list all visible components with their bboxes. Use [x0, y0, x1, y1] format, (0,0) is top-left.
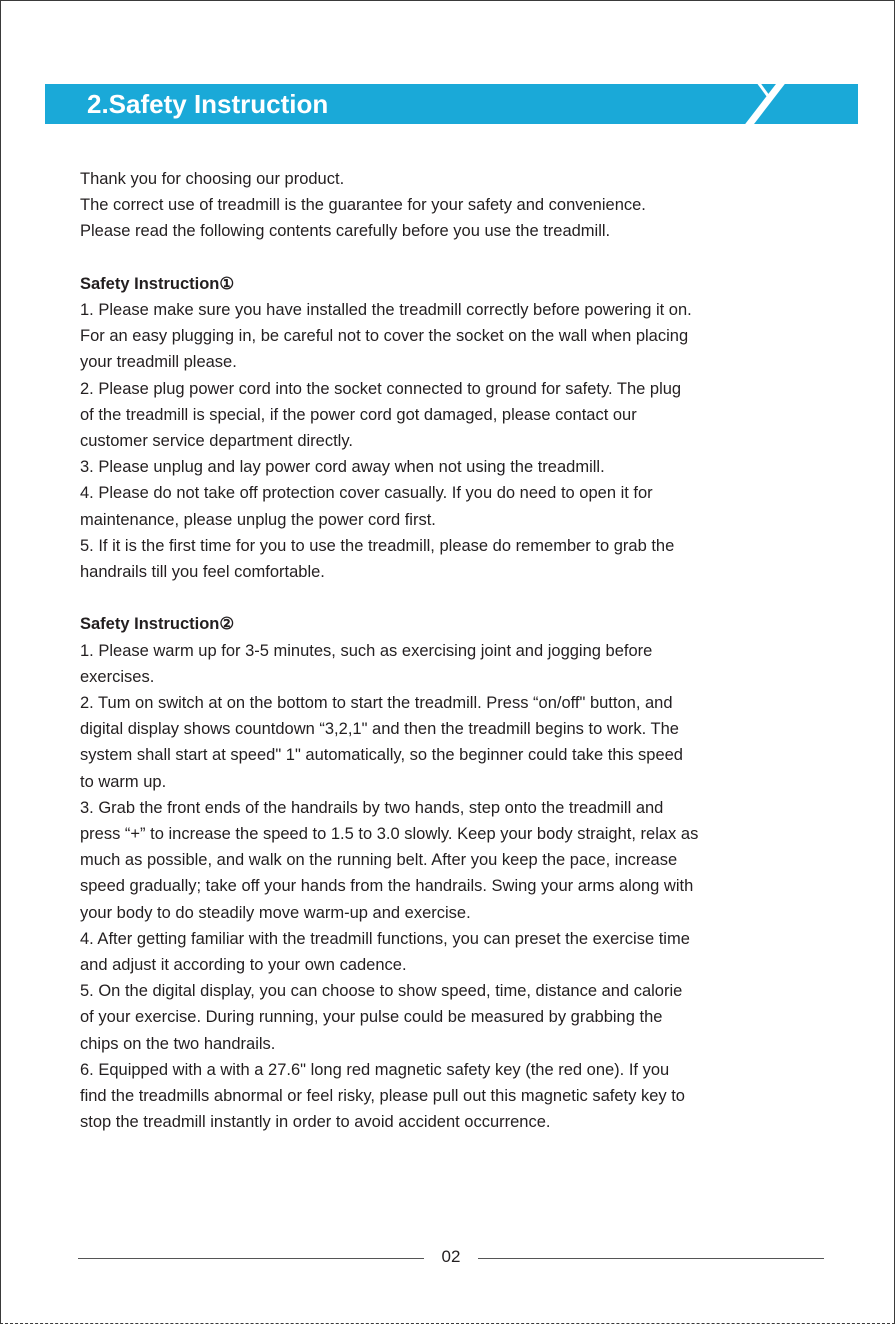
section-2-line: 4. After getting familiar with the treadmill functions, you can preset the exercise time: [80, 929, 690, 948]
section-1-line: 3. Please unplug and lay power cord away when not using the treadmill.: [80, 458, 605, 477]
footer-divider-left: [78, 1258, 424, 1259]
x-mark-icon: [695, 84, 795, 124]
section-2-line: 2. Tum on switch at on the bottom to start the treadmill. Press “on/off" button, and: [80, 694, 673, 713]
safety-section-2: [80, 611, 840, 1135]
section-2-line: find the treadmills abnormal or feel risky, please pull out this magnetic safety key to: [80, 1087, 685, 1106]
section-title: 2.Safety Instruction: [87, 89, 329, 119]
section-header-bar: [45, 84, 858, 124]
section-2-line: of your exercise. During running, your pulse could be measured by grabbing the: [80, 1008, 663, 1027]
section-2-line: 6. Equipped with a with a 27.6" long red magnetic safety key (the red one). If you: [80, 1060, 670, 1079]
section-1-line: handrails till you feel comfortable.: [80, 563, 325, 582]
section-2-line: 1. Please warm up for 3-5 minutes, such as exercising joint and jogging before: [80, 641, 653, 660]
section-2-line: and adjust it according to your own cadence.: [80, 956, 407, 975]
section-1-line: of the treadmill is special, if the power cord got damaged, please contact our: [80, 405, 637, 424]
intro-paragraph: [80, 166, 840, 245]
section-2-line: speed gradually; take off your hands from the handrails. Swing your arms along with: [80, 877, 694, 896]
section-2-line: stop the treadmill instantly in order to avoid accident occurrence.: [80, 1113, 551, 1132]
intro-line: Please read the following contents carefully before you use the treadmill.: [80, 222, 611, 241]
section-2-line: your body to do steadily move warm-up and exercise.: [80, 903, 471, 922]
section-2-line: 5. On the digital display, you can choose to show speed, time, distance and calorie: [80, 982, 683, 1001]
section-2-line: press “+” to increase the speed to 1.5 to 3.0 slowly. Keep your body straight, relax as: [80, 825, 699, 844]
section-1-line: 2. Please plug power cord into the socket connected to ground for safety. The plug: [80, 379, 682, 398]
section-1-line: customer service department directly.: [80, 432, 353, 451]
safety-section-1: [80, 271, 840, 585]
page-number: 02: [441, 1247, 461, 1266]
section-2-line: to warm up.: [80, 772, 167, 791]
section-2-heading: Safety Instruction②: [80, 615, 235, 634]
section-1-line: your treadmill please.: [80, 353, 237, 372]
section-2-line: digital display shows countdown “3,2,1" and then the treadmill begins to work. The: [80, 720, 679, 739]
section-1-line: For an easy plugging in, be careful not to cover the socket on the wall when placing: [80, 327, 689, 346]
intro-line: Thank you for choosing our product.: [80, 170, 345, 188]
section-2-line: system shall start at speed" 1" automatically, so the beginner could take this speed: [80, 746, 683, 765]
section-1-line: 1. Please make sure you have installed the treadmill correctly before powering it on.: [80, 301, 692, 319]
footer-divider-right: [478, 1258, 824, 1259]
document-body: [80, 166, 840, 1135]
section-1-line: 5. If it is the first time for you to use the treadmill, please do remember to grab the: [80, 536, 675, 555]
section-2-line: chips on the two handrails.: [80, 1034, 276, 1053]
intro-line: The correct use of treadmill is the guarantee for your safety and convenience.: [80, 196, 646, 215]
section-2-line: 3. Grab the front ends of the handrails by two hands, step onto the treadmill and: [80, 798, 664, 817]
section-2-line: exercises.: [80, 667, 155, 686]
section-2-line: much as possible, and walk on the running belt. After you keep the pace, increase: [80, 851, 678, 870]
section-1-line: 4. Please do not take off protection cover casually. If you do need to open it for: [80, 484, 653, 503]
section-1-line: maintenance, please unplug the power cord first.: [80, 510, 436, 529]
section-1-heading: Safety Instruction①: [80, 274, 235, 293]
